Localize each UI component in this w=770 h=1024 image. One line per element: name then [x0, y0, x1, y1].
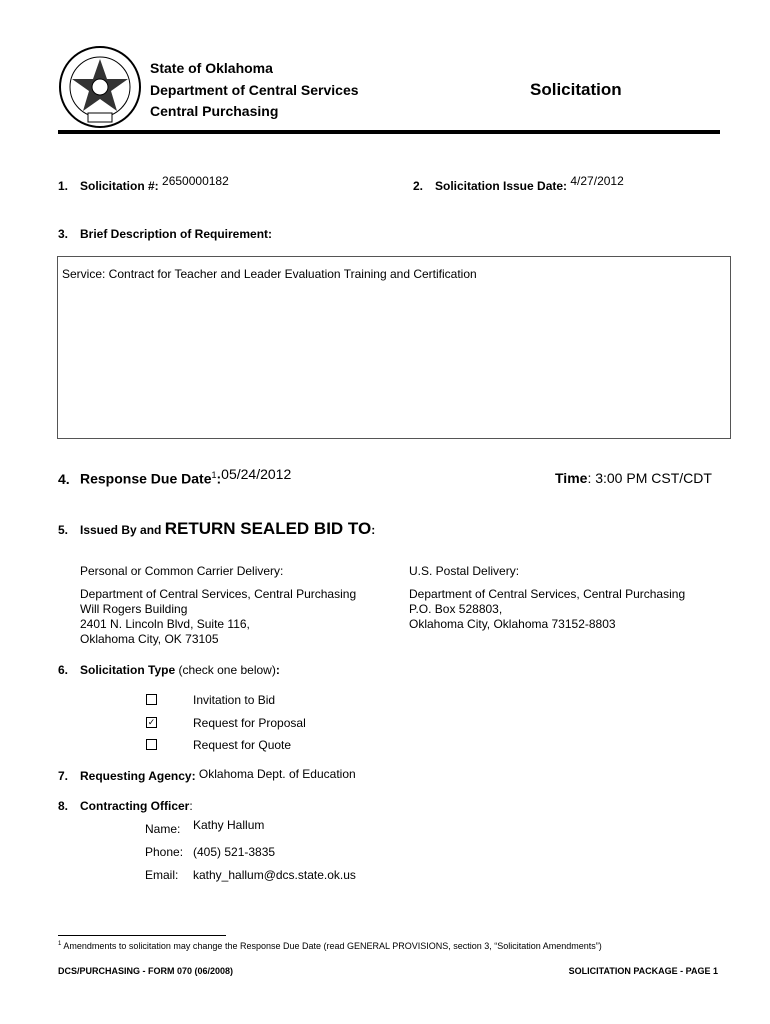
- requesting-agency-value: Oklahoma Dept. of Education: [198, 767, 356, 781]
- officer-email-label: Email:: [145, 868, 179, 882]
- page-title: Solicitation: [530, 80, 622, 99]
- footnote-divider: [58, 935, 226, 936]
- state-seal-logo: [58, 45, 142, 129]
- footer-form-id: DCS/PURCHASING - FORM 070 (06/2008): [58, 966, 234, 976]
- postal-delivery-heading: U.S. Postal Delivery:: [409, 564, 520, 578]
- officer-phone-value: (405) 521-3835: [193, 845, 276, 859]
- checkbox-request-for-proposal[interactable]: ✓: [147, 717, 156, 727]
- officer-phone-label: Phone:: [145, 845, 184, 859]
- footer-page-label: SOLICITATION PACKAGE - PAGE 1: [568, 966, 718, 976]
- header-department: Department of Central Services: [150, 82, 359, 98]
- carrier-delivery-heading: Personal or Common Carrier Delivery:: [80, 564, 284, 578]
- checkbox-request-for-quote[interactable]: [146, 739, 157, 750]
- field-time: Time: 3:00 PM CST/CDT: [555, 470, 712, 486]
- officer-name-label: Name:: [145, 822, 181, 836]
- field-return-address-label: 5. Issued By and RETURN SEALED BID TO:: [58, 519, 376, 538]
- option-request-for-quote-label: Request for Quote: [193, 738, 292, 752]
- response-due-date-value: 05/24/2012: [221, 465, 292, 482]
- header-state: State of Oklahoma: [150, 60, 273, 76]
- description-text: Service: Contract for Teacher and Leader Evaluation Training and Certification: [62, 267, 477, 281]
- officer-email-value: kathy_hallum@dcs.state.ok.us: [193, 868, 356, 882]
- field-solicitation-type: 6. Solicitation Type (check one below):: [58, 663, 280, 677]
- header-divider: [58, 130, 720, 134]
- header-division: Central Purchasing: [150, 103, 279, 119]
- solicitation-number-value: 2650000182: [162, 174, 229, 188]
- carrier-delivery-address: Department of Central Services, Central Purchasing Will Rogers Building 2401 N. Lincoln Blvd, Suite 116, Oklahoma City, OK 73105: [80, 587, 357, 646]
- checkbox-invitation-to-bid[interactable]: [146, 694, 157, 705]
- description-box: [57, 256, 731, 439]
- issue-date-value: 4/27/2012: [570, 174, 624, 188]
- field-issue-date: 2. Solicitation Issue Date: 4/27/2012: [413, 174, 624, 193]
- option-invitation-to-bid-label: Invitation to Bid: [193, 693, 276, 707]
- field-response-due-date: 4. Response Due Date$^1$:05/24/2012: [58, 465, 292, 487]
- field-description-label: 3. Brief Description of Requirement:: [58, 227, 273, 241]
- field-requesting-agency: 7. Requesting Agency: Oklahoma Dept. of Education: [58, 767, 356, 783]
- postal-delivery-address: Department of Central Services, Central Purchasing P.O. Box 528803, Oklahoma City, Oklahoma 73152-8803: [409, 587, 686, 631]
- option-request-for-proposal-label: Request for Proposal: [193, 716, 306, 730]
- officer-name-value: Kathy Hallum: [193, 818, 265, 832]
- time-value: : 3:00 PM CST/CDT: [587, 470, 712, 486]
- footnote: $^1$ Amendments to solicitation may change the Response Due Date (read GENERAL PROVISIONS, section 3, “Solicitation Amendments”): [58, 941, 602, 951]
- field-solicitation-number: 1. Solicitation #: 2650000182: [58, 174, 229, 193]
- field-contracting-officer: 8. Contracting Officer:: [58, 799, 193, 813]
